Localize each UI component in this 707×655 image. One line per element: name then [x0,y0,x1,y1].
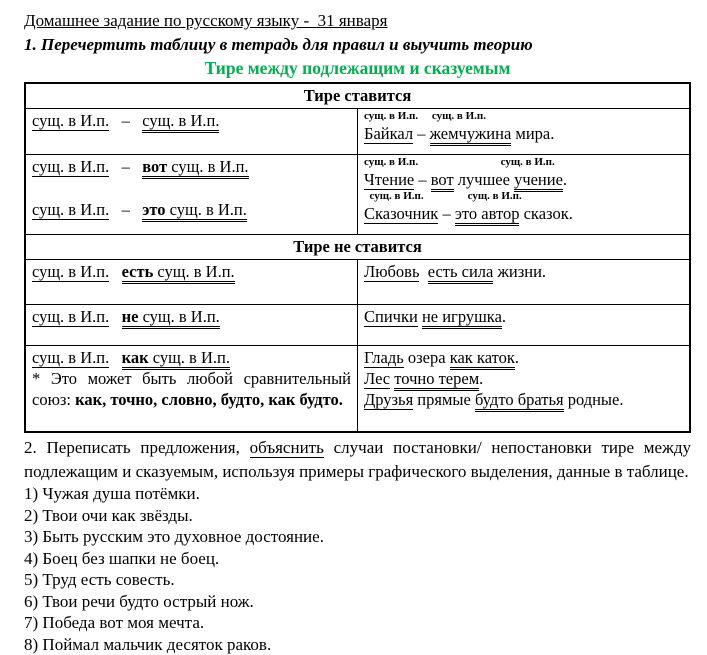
sentence-item: 2) Твои очи как звёзды. [24,505,691,527]
table-row [25,260,690,305]
pattern-cell-noun-dash-noun: сущ. в И.п. – сущ. в И.п. [25,109,358,155]
pattern-cell-kak: сущ. в И.п. как сущ. в И.п. * Это может быть любой сравнительный союз: как, точно, словно, будто, как будто. [25,346,358,433]
task1-title: 1. Перечертить таблицу в тетрадь для правил и выучить теорию [24,34,691,55]
sentence-item: 3) Быть русским это духовное достояние. [24,526,691,548]
rules-table [24,82,691,433]
example-cell-chtenie-skazochnik: сущ. в И.п. сущ. в И.п. Чтение – вот лучшее учение. сущ. в И.п. сущ. в И.п. Сказочник – это автор сказок. [358,155,691,235]
sentence-item: 5) Труд есть совесть. [24,569,691,591]
section-row-dash [25,83,690,109]
section-row-no-dash [25,235,690,260]
pattern-cell-vot-eto: сущ. в И.п. – вот сущ. в И.п. сущ. в И.п. – это сущ. в И.п. [25,155,358,235]
task2-paragraph: 2. Переписать предложения, объяснить случаи постановки/ непостановки тире между подлежащим и сказуемым, используя примеры графического выделения, данные в таблице. [24,436,691,483]
table-title: Тире между подлежащим и сказуемым [24,58,691,79]
sentences-list [24,483,691,655]
sentence-item: 4) Боец без шапки не боец. [24,548,691,570]
sentence-item: 7) Победа вот моя мечта. [24,612,691,634]
example-cell-glad-les-druzya: Гладь озера как каток. Лес точно терем. Друзья прямые будто братья родные. [358,346,691,433]
table-row [25,155,690,235]
example-cell-baikal: сущ. в И.п. сущ. в И.п. Байкал – жемчужина мира. [358,109,691,155]
section-header-dash: Тире ставится [25,83,690,109]
table-row [25,109,690,155]
section-header-no-dash: Тире не ставится [25,235,690,260]
example-cell-lyubov: Любовь есть сила жизни. [358,260,691,305]
sentence-item: 8) Поймал мальчик десяток раков. [24,634,691,655]
sentence-item: 6) Твои речи будто острый нож. [24,591,691,613]
doc-title: Домашнее задание по русскому языку - 31 января [24,10,691,31]
table-row [25,346,690,433]
example-cell-spichki: Спички не игрушка. [358,305,691,346]
table-row [25,305,690,346]
pattern-cell-est: сущ. в И.п. есть сущ. в И.п. [25,260,358,305]
pattern-cell-ne: сущ. в И.п. не сущ. в И.п. [25,305,358,346]
sentence-item: 1) Чужая душа потёмки. [24,483,691,505]
